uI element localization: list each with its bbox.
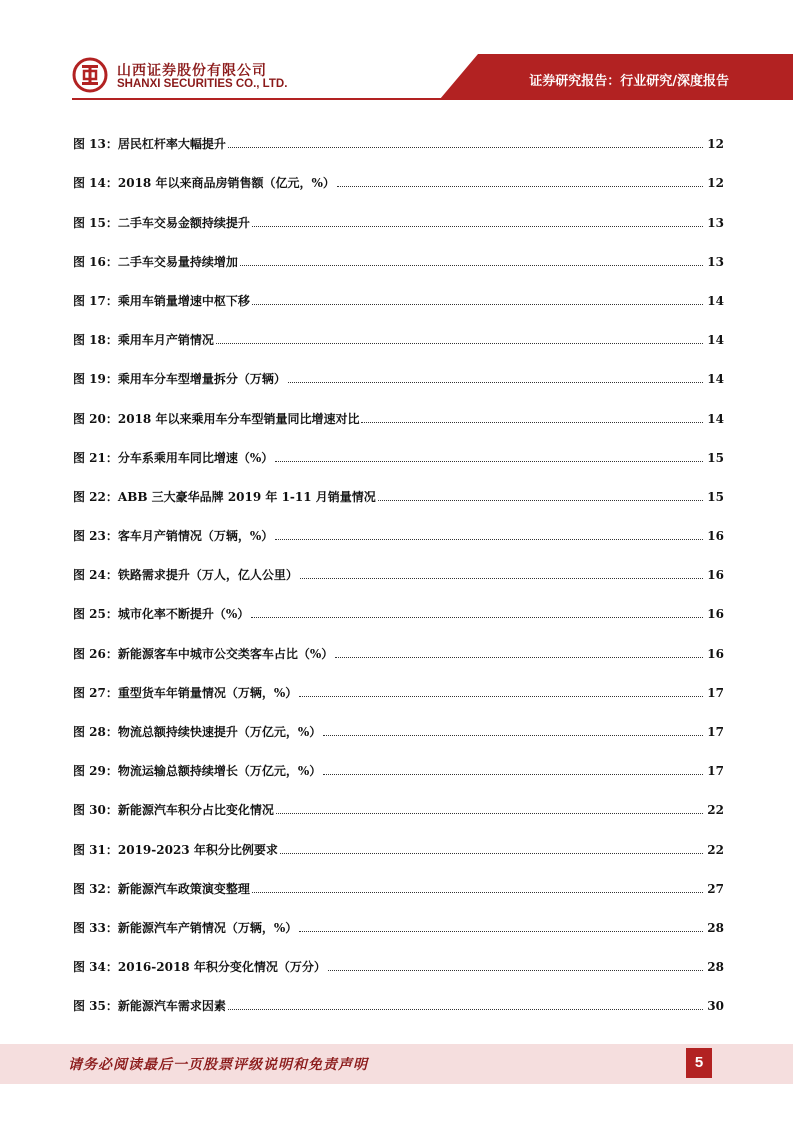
toc-entry-page: 14 xyxy=(707,372,724,387)
toc-dot-leader xyxy=(299,930,703,932)
toc-dot-leader xyxy=(288,381,703,383)
figure-table-of-contents xyxy=(73,114,724,1015)
toc-dot-leader xyxy=(275,460,703,462)
toc-entry-page: 22 xyxy=(707,803,724,818)
toc-dot-leader xyxy=(252,225,703,227)
toc-entry[interactable] xyxy=(73,310,724,349)
toc-entry[interactable] xyxy=(73,153,724,192)
toc-entry-label: 图 27：重型货车年销量情况（万辆，%） xyxy=(73,685,298,700)
toc-entry-page: 30 xyxy=(707,999,724,1014)
toc-entry-label: 图 18：乘用车月产销情况 xyxy=(73,333,214,348)
toc-entry[interactable] xyxy=(73,976,724,1015)
toc-dot-leader xyxy=(328,969,703,971)
toc-entry-page: 17 xyxy=(707,725,724,739)
toc-entry-page: 13 xyxy=(707,254,724,269)
toc-entry-label: 图 26：新能源客车中城市公交类客车占比（%） xyxy=(73,646,334,661)
toc-entry-label: 图 21：分车系乘用车同比增速（%） xyxy=(73,450,274,465)
toc-dot-leader xyxy=(300,577,703,579)
toc-entry-label: 图 34：2016-2018 年积分变化情况（万分） xyxy=(73,960,326,975)
toc-entry[interactable] xyxy=(73,898,724,937)
toc-entry[interactable] xyxy=(73,349,724,388)
toc-entry-page: 15 xyxy=(707,450,724,465)
toc-entry[interactable] xyxy=(73,584,724,623)
toc-entry-label: 图 22：ABB 三大豪华品牌 2019 年 1-11 月销量情况 xyxy=(73,489,376,504)
company-name-cn: 山西证券股份有限公司 xyxy=(117,63,267,79)
toc-entry-page: 14 xyxy=(707,411,724,426)
toc-entry[interactable] xyxy=(73,114,724,153)
toc-entry[interactable] xyxy=(73,428,724,467)
toc-entry[interactable] xyxy=(73,741,724,780)
toc-entry-label: 图 20：2018 年以来乘用车分车型销量同比增速对比 xyxy=(73,411,360,426)
toc-entry-page: 17 xyxy=(707,764,724,779)
toc-entry-label: 图 16：二手车交易量持续增加 xyxy=(73,254,238,269)
toc-entry-label: 图 32：新能源汽车政策演变整理 xyxy=(73,881,250,896)
toc-entry-page: 12 xyxy=(707,137,724,152)
toc-entry[interactable] xyxy=(73,937,724,976)
toc-entry[interactable] xyxy=(73,702,724,741)
toc-entry[interactable] xyxy=(73,623,724,662)
toc-dot-leader xyxy=(361,421,703,423)
toc-dot-leader xyxy=(276,812,703,814)
disclaimer-text: 请务必阅读最后一页股票评级说明和免责声明 xyxy=(68,1057,368,1073)
toc-dot-leader xyxy=(228,1008,703,1010)
toc-dot-leader xyxy=(299,695,703,697)
toc-entry-page: 16 xyxy=(707,568,724,583)
company-name-en: SHANXI SECURITIES CO., LTD. xyxy=(117,78,288,90)
toc-entry[interactable] xyxy=(73,859,724,898)
toc-entry-label: 图 24：铁路需求提升（万人，亿人公里） xyxy=(73,568,298,583)
toc-entry[interactable] xyxy=(73,467,724,506)
toc-entry-label: 图 23：客车月产销情况（万辆，%） xyxy=(73,529,274,544)
toc-entry[interactable] xyxy=(73,819,724,858)
toc-dot-leader xyxy=(280,852,703,854)
toc-entry-page: 16 xyxy=(707,646,724,661)
toc-entry[interactable] xyxy=(73,545,724,584)
toc-dot-leader xyxy=(335,656,703,658)
toc-dot-leader xyxy=(323,773,703,775)
toc-entry-label: 图 28：物流总额持续快速提升（万亿元，%） xyxy=(73,725,322,739)
toc-entry-page: 15 xyxy=(707,489,724,504)
toc-dot-leader xyxy=(216,342,703,344)
toc-entry-label: 图 14：2018 年以来商品房销售额（亿元，%） xyxy=(73,176,335,191)
toc-entry-page: 14 xyxy=(707,333,724,348)
toc-entry-page: 28 xyxy=(707,920,724,935)
toc-entry-label: 图 25：城市化率不断提升（%） xyxy=(73,607,250,622)
toc-dot-leader xyxy=(252,303,703,305)
shanxi-securities-logo-icon xyxy=(72,57,108,93)
page-number: 5 xyxy=(686,1048,712,1078)
report-type-label: 证券研究报告：行业研究/深度报告 xyxy=(529,74,729,89)
toc-entry-page: 27 xyxy=(707,881,724,896)
toc-entry-label: 图 19：乘用车分车型增量拆分（万辆） xyxy=(73,372,286,387)
toc-entry-label: 图 15：二手车交易金额持续提升 xyxy=(73,215,250,230)
page-footer xyxy=(0,1044,793,1084)
toc-entry-page: 14 xyxy=(707,293,724,308)
toc-entry-page: 16 xyxy=(707,607,724,622)
toc-entry[interactable] xyxy=(73,271,724,310)
toc-entry-page: 12 xyxy=(707,176,724,191)
toc-dot-leader xyxy=(251,616,703,618)
toc-entry-page: 16 xyxy=(707,529,724,544)
toc-entry[interactable] xyxy=(73,232,724,271)
toc-entry-label: 图 35：新能源汽车需求因素 xyxy=(73,999,226,1014)
toc-entry-page: 22 xyxy=(707,842,724,857)
toc-entry[interactable] xyxy=(73,663,724,702)
toc-entry-label: 图 30：新能源汽车积分占比变化情况 xyxy=(73,803,274,818)
toc-entry[interactable] xyxy=(73,506,724,545)
toc-entry[interactable] xyxy=(73,780,724,819)
toc-entry-page: 28 xyxy=(707,960,724,975)
toc-entry-page: 17 xyxy=(707,685,724,700)
toc-dot-leader xyxy=(337,185,703,187)
page-header xyxy=(0,0,793,100)
toc-entry-page: 13 xyxy=(707,215,724,230)
toc-dot-leader xyxy=(252,891,703,893)
toc-dot-leader xyxy=(378,499,704,501)
toc-entry-label: 图 33：新能源汽车产销情况（万辆，%） xyxy=(73,920,298,935)
toc-entry-label: 图 29：物流运输总额持续增长（万亿元，%） xyxy=(73,764,322,779)
toc-entry-label: 图 31：2019-2023 年积分比例要求 xyxy=(73,842,278,857)
toc-entry-label: 图 13：居民杠杆率大幅提升 xyxy=(73,137,226,152)
toc-dot-leader xyxy=(275,538,703,540)
toc-dot-leader xyxy=(240,264,703,266)
toc-dot-leader xyxy=(323,734,703,736)
toc-entry[interactable] xyxy=(73,192,724,231)
toc-entry[interactable] xyxy=(73,388,724,427)
toc-dot-leader xyxy=(228,146,703,148)
toc-entry-label: 图 17：乘用车销量增速中枢下移 xyxy=(73,293,250,308)
